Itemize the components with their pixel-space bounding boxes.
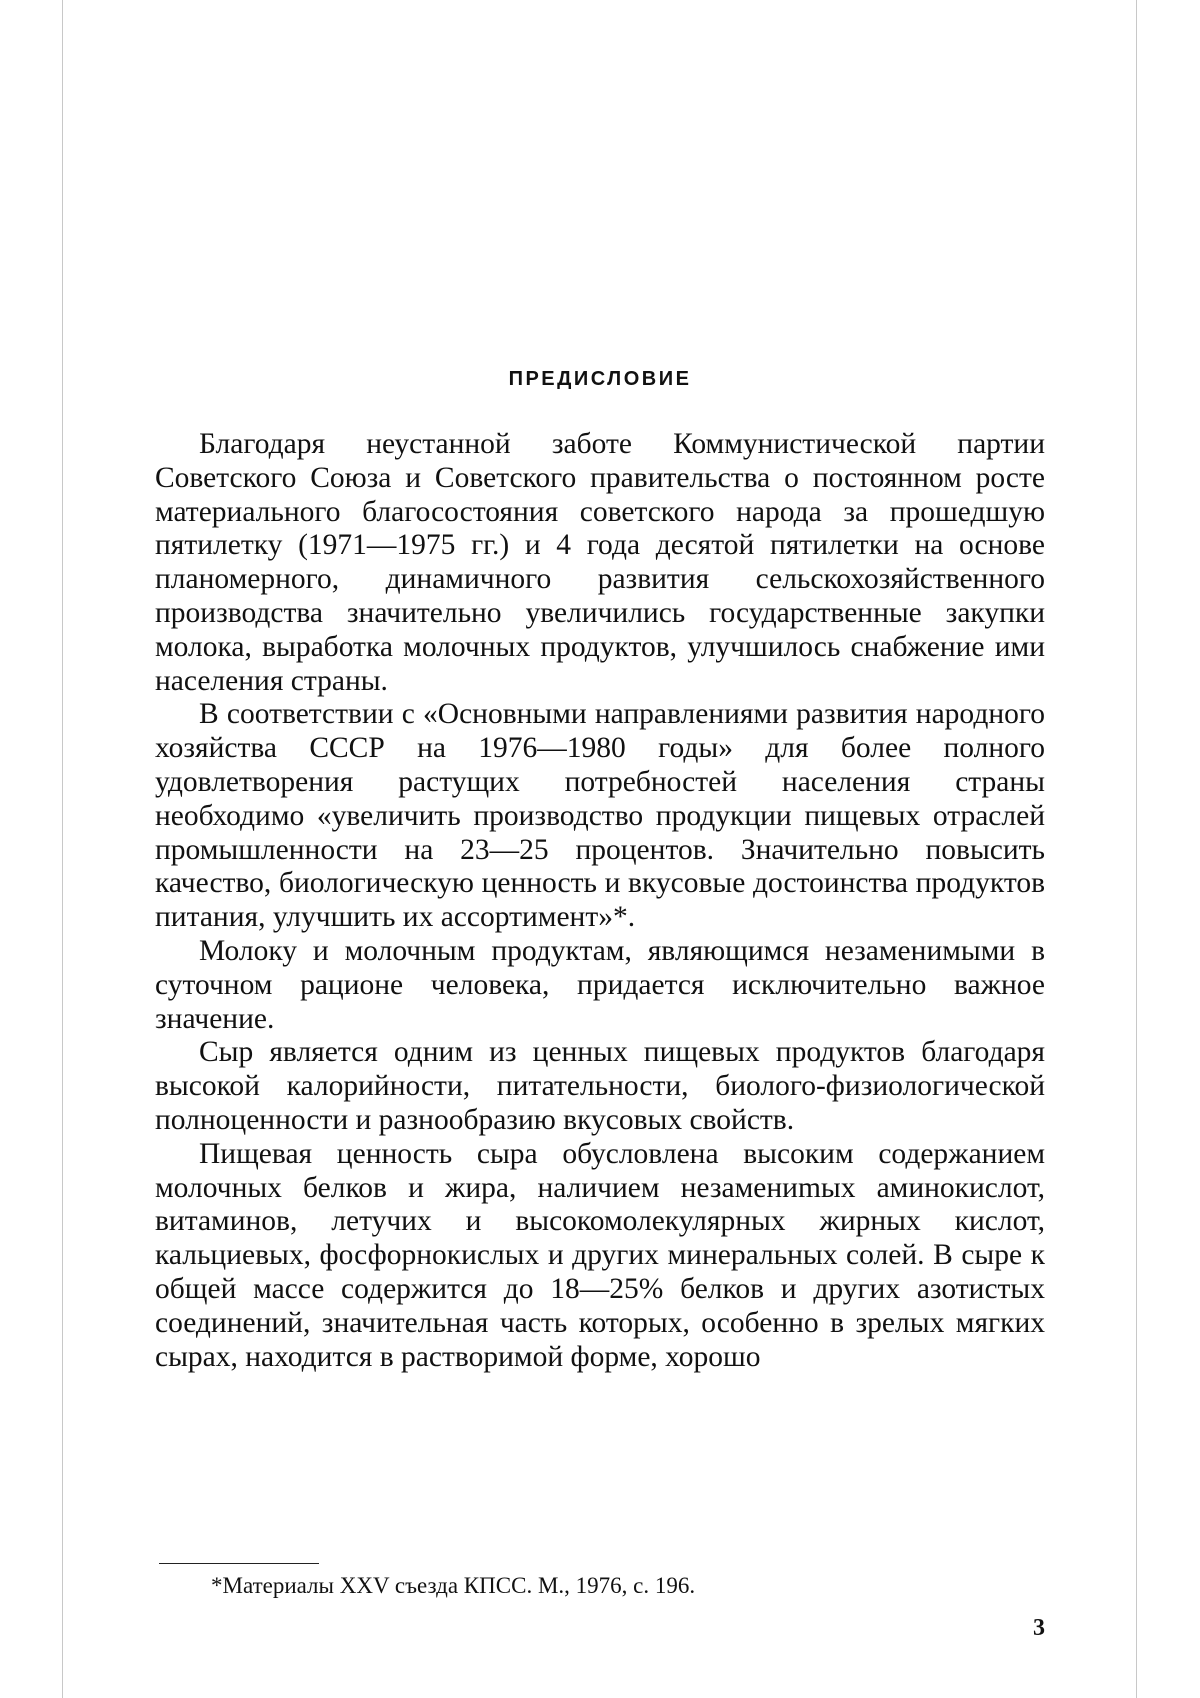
paragraph-3: Молоку и молочным продуктам, являющимся незаменимыми в суточном рационе человека, придается исключительно важное значение. [155,934,1045,1035]
paragraph-4: Сыр является одним из ценных пищевых продуктов благодаря высокой калорийности, питательности, биолого-физиологической полноценности и разнообразию вкусовых свойств. [155,1036,1045,1136]
page-number: 3 [1033,1615,1045,1641]
paragraph-1: Благодаря неустанной заботе Коммунистической партии Советского Союза и Советского правительства о постоянном росте материального благосостояния советского народа за прошедшую пятилетку (1971—1975 гг.) и 4 года десятой пятилетки на основе планомерного, динамичного развития сельскохозяйственного производства значительно увеличились государственные закупки молока, выработка молочных продуктов, улучшилось снабжение ими населения страны. [155,428,1045,697]
body-text [155,428,1045,1374]
footnote-divider [159,1563,319,1564]
paragraph-5: Пищевая ценность сыра обусловлена высоким содержанием молочных белков и жира, наличием незамениmых аминокислот, витаминов, летучих и высокомолекулярных жирных кислот, кальциевых, фосфорнокислых и других минеральных солей. В сыре к общей массе содержится до 18—25% белков и других азотистых соединений, значительная часть которых, особенно в зрелых мягких сырах, находится в растворимой форме, хорошо [155,1137,1045,1373]
page-edge-left [62,0,63,1698]
paragraph-2: В соответствии с «Основными направлениями развития народного хозяйства СССР на 1976—1980 годы» для более полного удовлетворения растущих потребностей населения страны необходимо «увеличить производство продукции пищевых отраслей промышленности на 23—25 процентов. Значительно повысить качество, биологическую ценность и вкусовые достоинства продуктов питания, улучшить их ассортимент»*. [155,698,1045,934]
book-page [155,0,1045,1698]
page-heading: ПРЕДИСЛОВИЕ [508,368,692,390]
footnote: *Материалы XXV съезда КПСС. М., 1976, с. 196. [211,1573,696,1598]
page-edge-right [1136,0,1137,1698]
